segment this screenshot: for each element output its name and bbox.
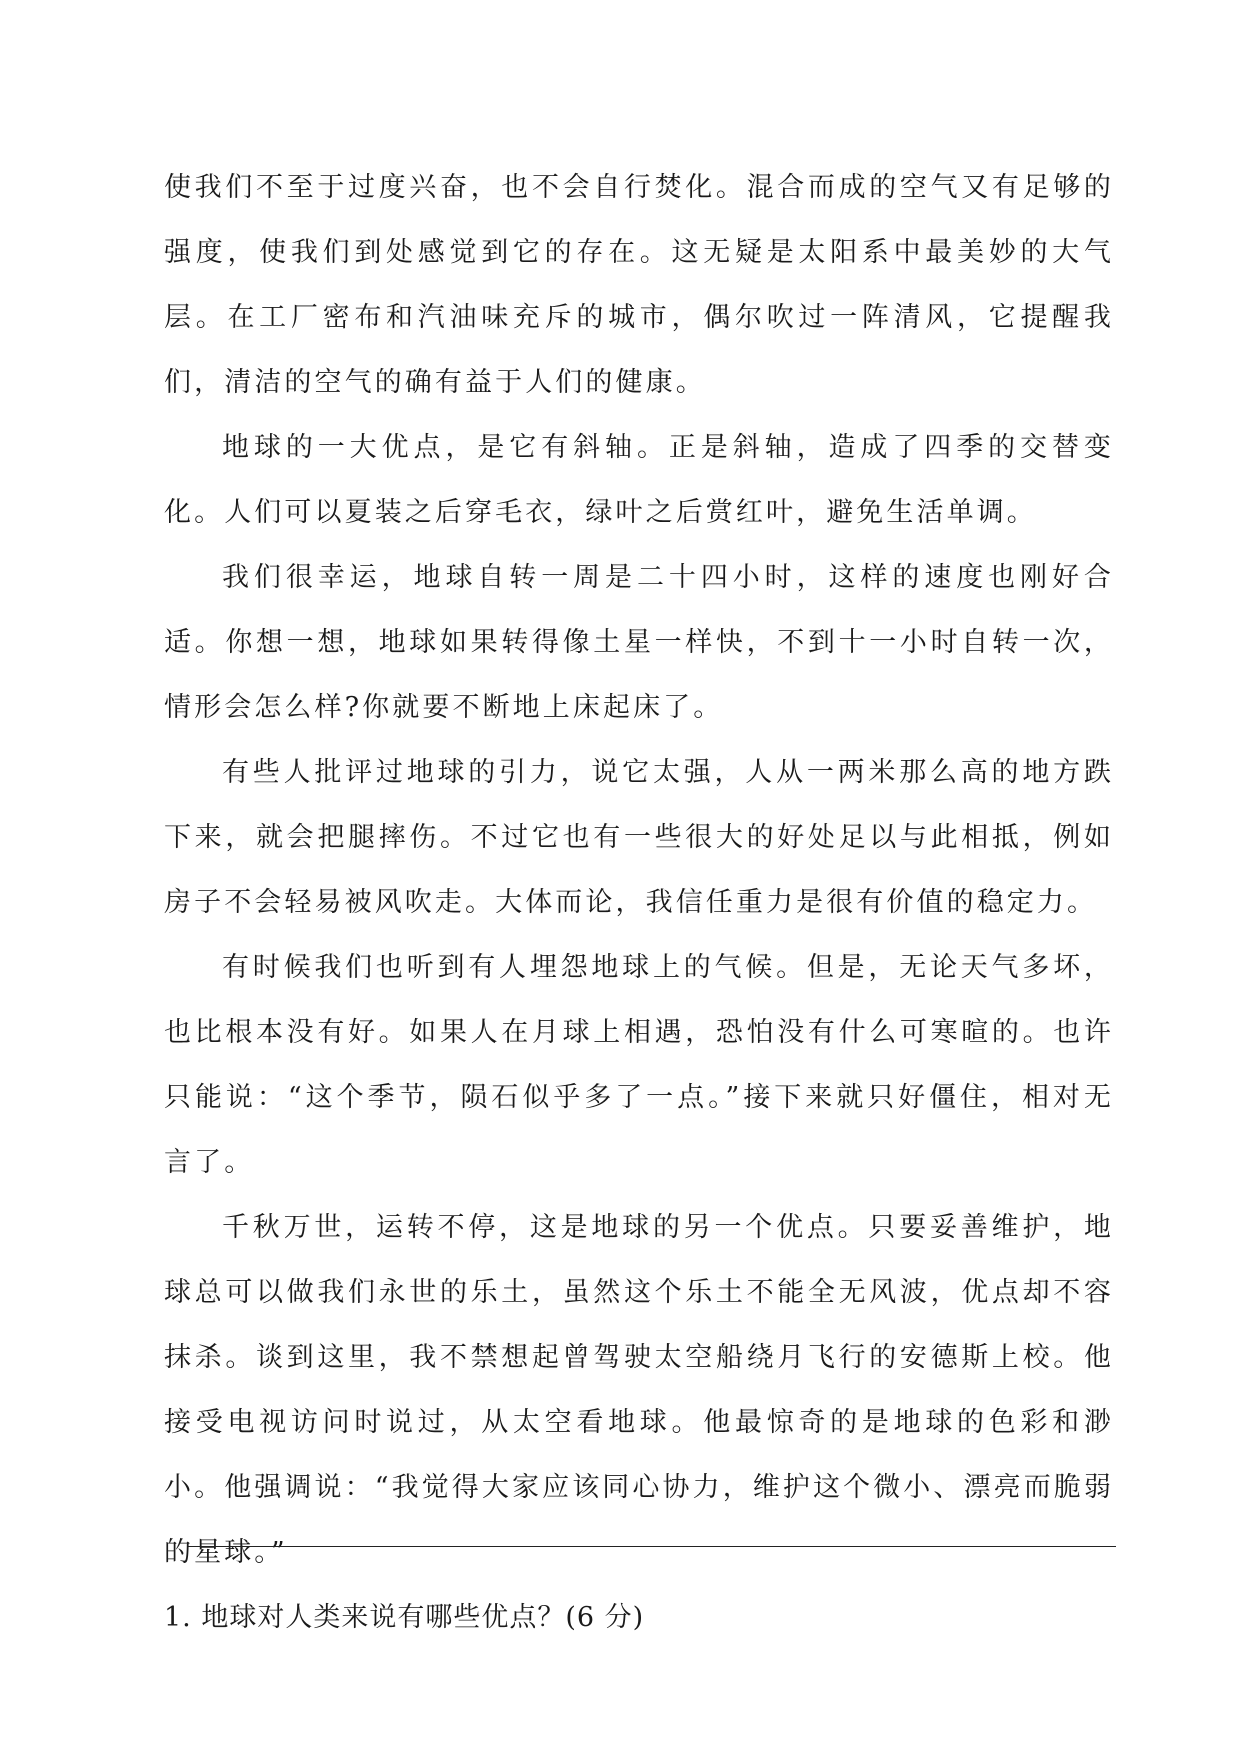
paragraph-2: 地球的一大优点，是它有斜轴。正是斜轴，造成了四季的交替变化。人们可以夏装之后穿毛衣，绿叶之后赏红叶，避免生活单调。 <box>164 432 1114 528</box>
answer-line <box>188 1546 1116 1547</box>
paragraph-3: 我们很幸运，地球自转一周是二十四小时，这样的速度也刚好合适。你想一想，地球如果转得像土星一样快，不到十一小时自转一次，情形会怎么样?你就要不断地上床起床了。 <box>164 562 1114 723</box>
question-1: 1. 地球对人类来说有哪些优点？(6 分) <box>164 1602 645 1633</box>
paragraph-1: 使我们不至于过度兴奋，也不会自行焚化。混合而成的空气又有足够的强度，使我们到处感觉到它的存在。这无疑是太阳系中最美妙的大气层。在工厂密布和汽油味充斥的城市，偶尔吹过一阵清风，它提醒我们，清洁的空气的确有益于人们的健康。 <box>164 172 1114 398</box>
paragraph-6: 千秋万世，运转不停，这是地球的另一个优点。只要妥善维护，地球总可以做我们永世的乐土，虽然这个乐土不能全无风波，优点却不容抹杀。谈到这里，我不禁想起曾驾驶太空船绕月飞行的安德斯上校。他接受电视访问时说过，从太空看地球。他最惊奇的是地球的色彩和渺小。他强调说：“我觉得大家应该同心协力，维护这个微小、漂亮而脆弱的星球。” <box>164 1212 1115 1568</box>
paragraph-4: 有些人批评过地球的引力，说它太强，人从一两米那么高的地方跌下来，就会把腿摔伤。不过它也有一些很大的好处足以与此相抵，例如房子不会轻易被风吹走。大体而论，我信任重力是很有价值的稳定力。 <box>164 757 1114 918</box>
document-page <box>164 155 1114 1650</box>
paragraph-5: 有时候我们也听到有人埋怨地球上的气候。但是，无论天气多坏，也比根本没有好。如果人在月球上相遇，恐怕没有什么可寒暄的。也许只能说：“这个季节，陨石似乎多了一点。”接下来就只好僵住，相对无言了。 <box>164 952 1114 1178</box>
